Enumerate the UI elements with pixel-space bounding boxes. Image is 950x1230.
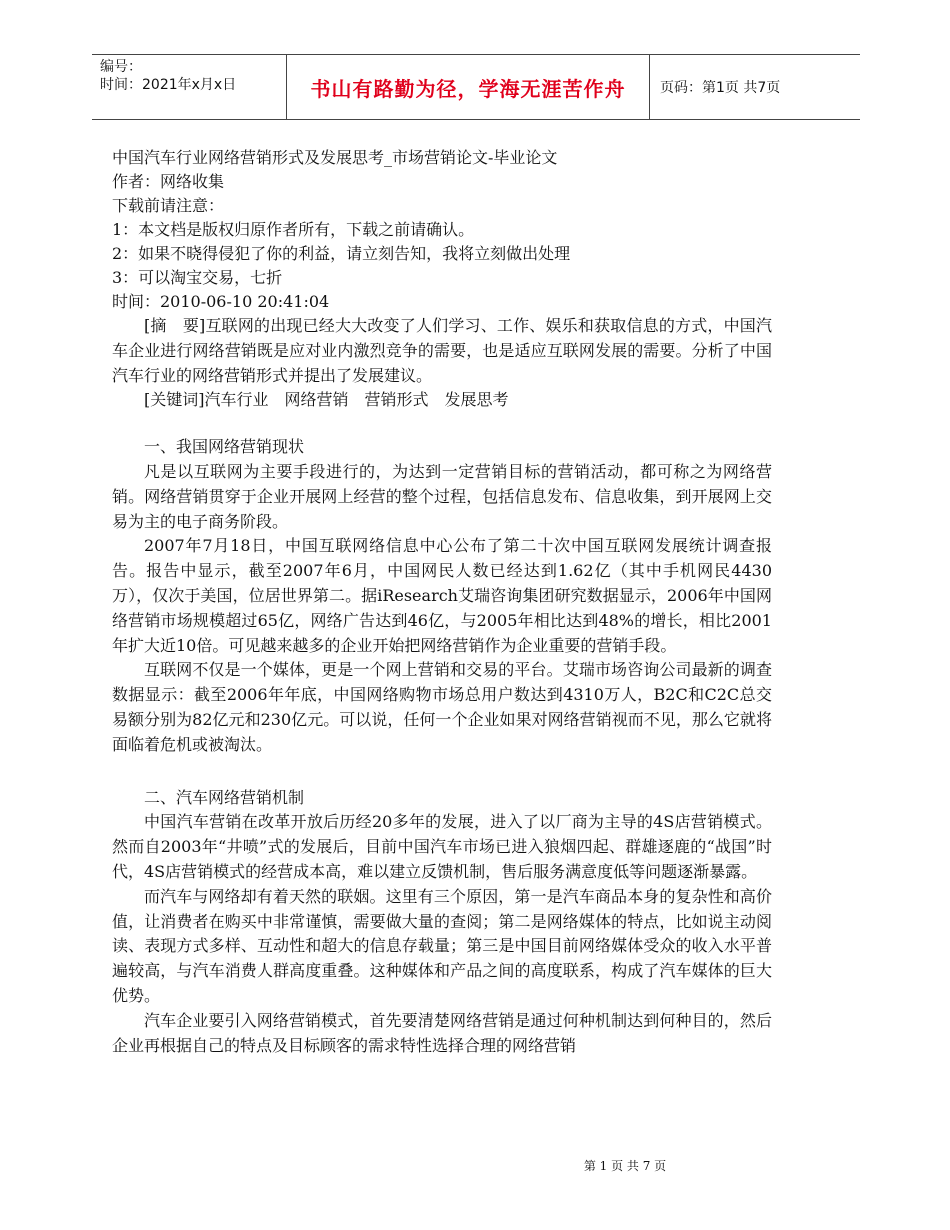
paragraph: 凡是以互联网为主要手段进行的，为达到一定营销目标的营销活动，都可称之为网络营销。网络营销贯穿于企业开展网上经营的整个过程，包括信息发布、信息收集，到开展网上交易为主的电子商务阶段。 (112, 461, 772, 531)
paragraph: 互联网不仅是一个媒体，更是一个网上营销和交易的平台。艾瑞市场咨询公司最新的调查数据显示：截至2006年年底，中国网络购物市场总用户数达到4310万人，B2C和C2C总交易额分别为82亿元和230亿元。可以说，任何一个企业如果对网络营销视而不见，那么它就将面临着危机或被淘汰。 (112, 660, 772, 754)
paragraph: 而汽车与网络却有着天然的联姻。这里有三个原因，第一是汽车商品本身的复杂性和高价值，让消费者在购买中非常谨慎，需要做大量的查阅；第二是网络媒体的特点，比如说主动阅读、表现方式多样、互动性和超大的信息存载量；第三是中国目前网络媒体受众的收入水平普遍较高，与汽车消费人群高度重叠。这种媒体和产品之间的高度联系，构成了汽车媒体的巨大优势。 (112, 886, 772, 1005)
header-left-cell (92, 55, 286, 119)
document-meta (112, 146, 772, 314)
paragraph: 汽车企业要引入网络营销模式，首先要清楚网络营销是通过何种机制达到何种目的，然后企业再根据自己的特点及目标顾客的需求特性选择合理的网络营销 (112, 1010, 772, 1055)
page-footer: 第 1 页 共 7 页 (583, 1159, 667, 1173)
notice-item: 1：本文档是版权归原作者所有，下载之前请确认。 (112, 220, 475, 239)
abstract: [摘 要]互联网的出现已经大大改变了人们学习、工作、娱乐和获取信息的方式，中国汽车企业进行网络营销既是应对业内激烈竞争的需要，也是适应互联网发展的需要。分析了中国汽车行业的网络营销形式并提出了发展建议。 (112, 316, 772, 385)
notice-item: 2：如果不晓得侵犯了你的利益，请立刻告知，我将立刻做出处理 (112, 244, 571, 263)
author-line: 作者：网络收集 (112, 172, 225, 191)
document-title: 中国汽车行业网络营销形式及发展思考_市场营销论文-毕业论文 (112, 148, 558, 167)
page-header (92, 54, 860, 120)
motto: 书山有路勤为径，学海无涯苦作舟 (286, 55, 650, 119)
paragraph: 2007年7月18日，中国互联网络信息中心公布了第二十次中国互联网发展统计调查报告。报告中显示，截至2007年6月，中国网民人数已经达到1.62亿（其中手机网民4430万），仅次于美国，位居世界第二。据iResearch艾瑞咨询集团研究数据显示，2006年中国网络营销市场规模超过65亿，网络广告达到46亿，与2005年相比达到48%的增长，相比2001年扩大近10倍。可见越来越多的企业开始把网络营销作为企业重要的营销手段。 (112, 536, 772, 655)
keywords: [关键词]汽车行业 网络营销 营销形式 发展思考 (144, 390, 509, 410)
document-body (112, 146, 772, 1058)
notice-title: 下载前请注意： (112, 196, 225, 215)
time-label: 时间：2021年x月x日 (100, 77, 237, 93)
number-label: 编号： (100, 59, 142, 75)
page-info: 页码：第1页 共7页 (660, 80, 781, 96)
paragraph: 中国汽车营销在改革开放后历经20多年的发展，进入了以厂商为主导的4S店营销模式。然而自2003年“井喷”式的发展后，目前中国汽车市场已进入狼烟四起、群雄逐鹿的“战国”时代，4S店营销模式的经营成本高，难以建立反馈机制，售后服务满意度低等问题逐渐暴露。 (112, 812, 772, 881)
section-heading: 二、汽车网络营销机制 (144, 787, 305, 807)
time-line: 时间：2010-06-10 20:41:04 (112, 292, 330, 311)
section-heading: 一、我国网络营销现状 (144, 437, 305, 457)
notice-item: 3：可以淘宝交易，七折 (112, 268, 283, 287)
